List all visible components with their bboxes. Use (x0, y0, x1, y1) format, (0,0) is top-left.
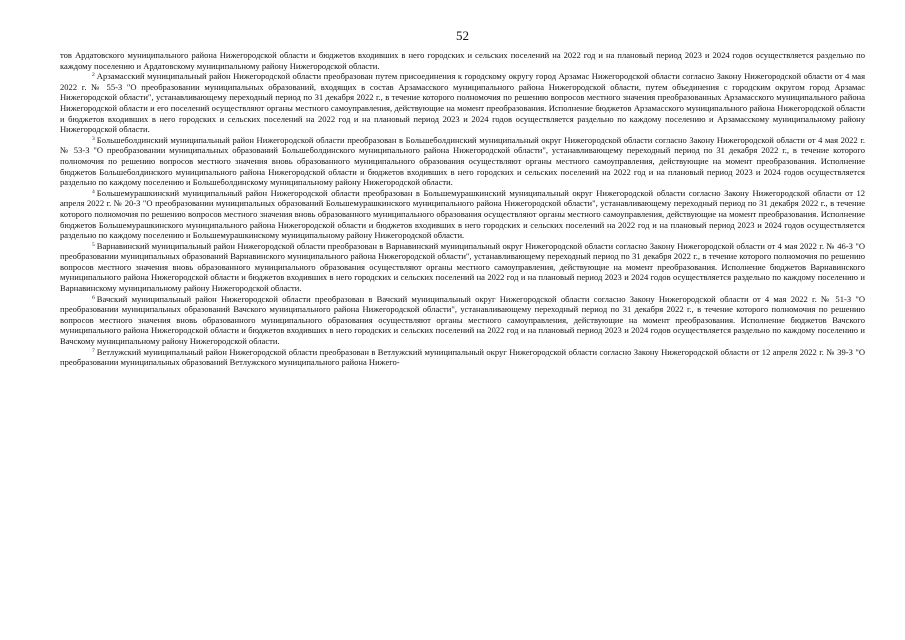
footnote-marker: 7 (92, 347, 95, 354)
paragraph-text: Большемурашкинский муниципальный район Нижегородской области преобразован в Большемурашкинский муниципальный округ Нижегородской области согласно Закону Нижегородской области от 12 апреля 2022 г. № 20-З "О преобразовании муниципальных образований Большемурашкинского муниципального района Нижегородской области", устанавливающему переходный период по 31 декабря 2022 г., в течение которого полномочия по решению вопросов местного значения вновь образованного муниципального образования осуществляют органы местного самоуправления, действующие на момент преобразования. Исполнение бюджетов Большемурашкинского муниципального района Нижегородской области и бюджетов входивших в него городских и сельских поселений на 2022 год и на плановый период 2023 и 2024 годов осуществляется раздельно по каждому поселению и Большемурашкинскому муниципальному району Нижегородской области. (60, 187, 865, 241)
footnote-marker: 5 (92, 241, 95, 248)
footnotes-body (60, 50, 865, 368)
paragraph-text: Арзамасский муниципальный район Нижегородской области преобразован путем присоединения к городскому округу город Арзамас Нижегородской области согласно Закону Нижегородской области от 4 мая 2022 г. № 55-З "О преобразовании муниципальных образований, входящих в состав Арзамасского муниципального района Нижегородской области, путем объединения с городским округом город Арзамас Нижегородской области", устанавливающему переходный период по 31 декабря 2022 г., в течение которого полномочия по решению вопросов местного значения преобразованных Арзамасского муниципального района Нижегородской области и его поселений осуществляют органы местного самоуправления, действующие на момент преобразования. Исполнение бюджетов Арзамасского муниципального района Нижегородской области и бюджетов входивших в него городских и сельских поселений на 2022 год и на плановый период 2023 и 2024 годов осуществляется раздельно по каждому поселению и Арзамасскому муниципальному району Нижегородской области. (60, 71, 865, 135)
page-number: 52 (456, 28, 469, 43)
paragraph-text: тов Ардатовского муниципального района Нижегородской области и бюджетов входивших в него городских и сельских поселений на 2022 год и на плановый период 2023 и 2024 годов осуществляется раздельно по каждому поселению и Ардатовскому муниципальному району Нижегородской области. (60, 50, 865, 71)
paragraph-text: Вачский муниципальный район Нижегородской области преобразован в Вачский муниципальный округ Нижегородской области согласно Закону Нижегородской области от 4 мая 2022 г. № 51-З "О преобразовании муниципальных образований Вачского муниципального района Нижегородской области", устанавливающему переходный период по 31 декабря 2022 г., в течение которого полномочия по решению вопросов местного значения вновь образованного муниципального образования осуществляют органы местного самоуправления, действующие на момент преобразования. Исполнение бюджетов Вачского муниципального района Нижегородской области и бюджетов входивших в него городских и сельских поселений на 2022 год и на плановый период 2023 и 2024 годов осуществляется раздельно по каждому поселению и Вачскому муниципальному району Нижегородской области. (60, 293, 865, 347)
footnote-marker: 4 (92, 188, 95, 195)
paragraph-text: Ветлужский муниципальный район Нижегородской области преобразован в Ветлужский муниципальный округ Нижегородской области согласно Закону Нижегородской области от 12 апреля 2022 г. № 39-З "О преобразовании муниципальных образований Ветлужского муниципального района Нижего- (60, 346, 865, 368)
paragraph-text: Варнавинский муниципальный район Нижегородской области преобразован в Варнавинский муниципальный округ Нижегородской области согласно Закону Нижегородской области от 4 мая 2022 г. № 46-З "О преобразовании муниципальных образований Варнавинского муниципального района Нижегородской области", устанавливающему переходный период по 31 декабря 2022 г., в течение которого полномочия по решению вопросов местного значения вновь образованного муниципального образования осуществляют органы местного самоуправления, действующие на момент преобразования. Исполнение бюджетов Варнавинского муниципального района Нижегородской области и бюджетов входивших в него городских и сельских поселений на 2022 год и на плановый период 2023 и 2024 годов осуществляется раздельно по каждому поселению и Варнавинскому муниципальному району Нижегородской области. (60, 240, 865, 294)
footnote-continuation (60, 50, 865, 71)
document-page (60, 0, 865, 640)
footnote-7 (60, 347, 865, 368)
footnote-3 (60, 135, 865, 188)
footnote-6 (60, 294, 865, 347)
footnote-2 (60, 71, 865, 135)
footnote-marker: 2 (92, 72, 95, 79)
paragraph-text: Большеболдинский муниципальный район Нижегородской области преобразован в Большеболдинский муниципальный округ Нижегородской области согласно Закону Нижегородской области от 4 мая 2022 г. № 53-З "О преобразовании муниципальных образований Большеболдинского муниципального района Нижегородской области", устанавливающему переходный период по 31 декабря 2022 г., в течение которого полномочия по решению вопросов местного значения вновь образованного муниципального образования осуществляют органы местного самоуправления, действующие на момент преобразования. Исполнение бюджетов Большеболдинского муниципального района Нижегородской области и бюджетов входивших в него городских и сельских поселений на 2022 год и на плановый период 2023 и 2024 годов осуществляется раздельно по каждому поселению и Большеболдинскому муниципальному району Нижегородской области. (60, 134, 865, 188)
footnote-marker: 3 (92, 135, 95, 142)
footnote-5 (60, 241, 865, 294)
footnote-marker: 6 (92, 294, 95, 301)
footnote-4 (60, 188, 865, 241)
